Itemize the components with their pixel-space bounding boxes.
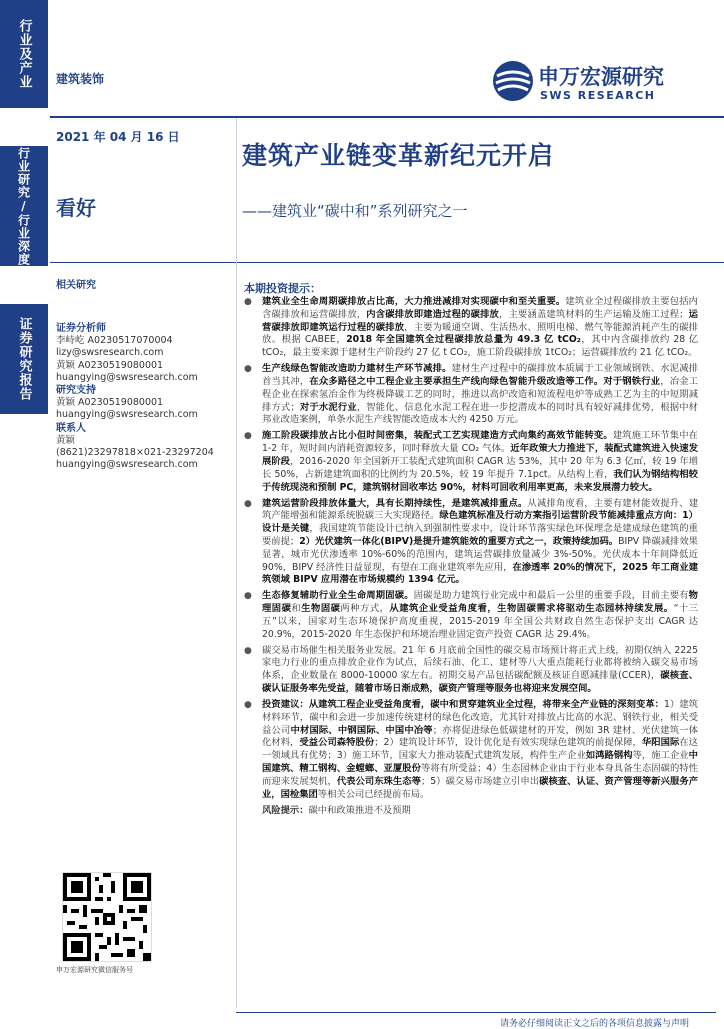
support-line: huangying@swsresearch.com (56, 409, 198, 421)
summary-bullet (242, 498, 698, 588)
bullet-icon: ● (244, 645, 252, 656)
bullet-icon: ● (244, 431, 252, 442)
bullet-icon: ● (244, 591, 252, 602)
risk-text: 碳中和政策推进不及预期 (308, 804, 411, 816)
contact-line: huangying@swsresearch.com (56, 459, 198, 471)
sidebar (0, 0, 50, 1024)
bullet-text: 建筑运营阶段排放体量大，具有长期持续性，是建筑减排重点。从减排角度看，主要有建材能效提升、建筑产能增强和能源系统脱碳三大实现路径。绿色建筑标准及行动方案指引运营阶段节能减排重点方向：1）设计是关键，我国建筑节能设计已纳入到强制性要求中，设计环节落实绿色环保理念是建成绿色建筑的重要前提；2）光伏建筑一体化(BIPV)是提升建筑能效的重要方式之一，政策持续加码。BIPV 降碳减排效果显著，城市光伏渗透率 10%-60%的范围内，建筑运营碳排放量减少 3%-50%。光伏成本十年间降低近 90%，BIPV 经济性日益显现，有望在工商业建筑率先应用，在渗透率 20%的情况下，2025 年工商业建筑领域 BIPV 应用潜在市场规模约 1394 亿元。 (262, 497, 698, 586)
sidebar-report-label: 证券研究报告 (0, 304, 48, 414)
analyst-line: 黄颖 A0230519080001 (56, 359, 164, 371)
logo-icon (492, 60, 534, 102)
column-divider (236, 118, 237, 1008)
summary-bullet (242, 363, 698, 427)
bullet-text: 施工阶段碳排放占比小但时间密集，装配式工艺实现建造方式向集约高效节能转变。建筑施工环节集中在 1-2 年，短时间内消耗资源较多，同时释放大量 CO₂ 气体。近年政策大力推进下，装配式建筑进入快速发展阶段，2016-2020 年全国新开工装配式建筑面积 CAGR 达 53%，其中 20 年为 6.3 亿㎡，较 19 年增长 50%，占新建建筑面积的比例约为 20.5%，较 19 年提升 7.1pct。从结构上看，我们认为钢结构相较于传统现浇和预制 PC，建筑钢材回收率达 90%，材料可回收利用率更高，未来发展潜力较大。 (262, 430, 698, 493)
analyst-info (56, 322, 236, 471)
risk-label: 风险提示： (262, 804, 309, 816)
report-title: 建筑产业链变革新纪元开启 (242, 141, 555, 170)
contact-line: (8621)23297818×021-23297204 (56, 447, 214, 459)
analyst-heading: 证券分析师 (56, 323, 106, 334)
qr-code-icon (63, 873, 151, 961)
summary-heading: 本期投资提示： (244, 282, 321, 295)
summary-bullet (242, 699, 698, 801)
analyst-line: lizy@swsresearch.com (56, 347, 164, 359)
logo-text-en: SWS RESEARCH (540, 89, 656, 102)
summary-bullet (242, 590, 698, 641)
section-rule (50, 262, 724, 263)
sidebar-category: 行业及产业 (0, 0, 48, 108)
bullet-text: 投资建议：从建筑工程企业受益角度看，碳中和贯穿建筑业全过程，将带来全产业链的深刻变革：1）建筑材料环节，碳中和会进一步加速传统建材的绿色化改造，尤其针对排放占比高的水泥、钢铁行业，相关受益公司中材国际、中钢国际、中国中冶等；亦将促进绿色低碳建材的开发，例如 3R 建材、光伏建筑一体化材料，受益公司森特股份；2）建筑设计环节，设计优化是有效实现绿色建筑的前提保障，华阳国际在这一领域具有优势；3）施工环节，国家大力推动装配式建筑发展，构件生产企业如鸿路钢构等，施工企业中国建筑、精工钢构、金螳螂、亚厦股份等将有所受益；4）生态园林企业由于行业本身具备生态固碳的特性而迎来发展契机，代表公司东珠生态等；5）碳交易市场建立引申出碳核查、认证、资产管理等新兴服务产业，国检集团等相关公司已经提前布局。 (262, 699, 698, 800)
header-rule (50, 116, 724, 118)
support-heading: 研究支持 (56, 385, 96, 397)
disclaimer-footer: 请务必仔细阅读正文之后的各项信息披露与声明 (500, 1019, 690, 1029)
company-logo (492, 58, 692, 108)
bullet-icon: ● (244, 700, 252, 711)
risk-note (242, 805, 698, 818)
qr-caption: 申万宏源研究微信服务号 (56, 966, 133, 974)
sidebar-report-type: 行业研究/行业深度 (0, 146, 48, 266)
bullet-icon: ● (244, 364, 252, 375)
summary-bullet (242, 430, 698, 494)
contact-heading: 联系人 (56, 422, 86, 434)
report-subtitle: ——建筑业“碳中和”系列研究之一 (242, 202, 468, 220)
bullet-icon: ● (244, 498, 252, 509)
wechat-qr-code (62, 872, 152, 962)
analyst-line: huangying@swsresearch.com (56, 371, 198, 383)
contact-line: 黄颖 (56, 434, 76, 446)
report-date: 2021 年 04 月 16 日 (56, 130, 180, 144)
bullet-text: 碳交易市场催生相关服务业发展。21 年 6 月底前全国性的碳交易市场预计将正式上线，初期仅纳入 2225 家电力行业的重点排放企业作为试点，后续石油、化工、建材等八大重点能耗行业都将被纳入碳交易市场体系，企业数量在 8000-10000 家左右。初期交易产品包括碳配额及核证自愿减排量(CCER)，碳核查、碳认证服务率先受益，随着市场日渐成熟，碳资产管理等服务也将迎来发展空间。 (262, 644, 698, 695)
industry-label: 建筑装饰 (56, 72, 105, 86)
footer-rule (236, 1012, 716, 1013)
analyst-line: 李峙屹 A0230517070004 (56, 335, 173, 347)
summary-bullet (242, 645, 698, 696)
bullet-text: 建筑业全生命周期碳排放占比高，大力推进减排对实现碳中和至关重要。建筑业全过程碳排放主要包括内含碳排放和运营碳排放，内含碳排放即建造过程的碳排放，主要涵盖建筑材料的生产运输及施工过程；运营碳排放即建筑运行过程的碳排放，主要为暖通空调、生活热水、照明电梯、燃气等能源消耗产生的碳排放。根据 CABEE，2018 年全国建筑全过程碳排放总量为 49.3 亿 tCO₂，其中内含碳排放约 28 亿 tCO₂，最主要来源于建材生产阶段约 27 亿 t CO₂，施工阶段碳排放 1tCO₂；运营碳排放约 21 亿 tCO₂。 (262, 296, 698, 359)
support-line: 黄颖 A0230519080001 (56, 397, 164, 409)
bullet-icon: ● (244, 297, 252, 307)
bullet-text: 生态修复辅助行业全生命周期固碳。固碳是助力建筑行业完成中和最后一公里的重要手段，目前主要有物理固碳和生物固碳两种方式，从建筑企业受益角度看，生物固碳需求将驱动生态园林持续发展。“十三五”以来，国家对生态环境保护高度重视，2015-2019 年全国公共财政自然生态保护支出 CAGR 达 20.9%，2015-2020 年生态保护和环境治理业固定资产投资 CAGR 达 29.4%。 (262, 590, 698, 640)
logo-text-cn: 申万宏源研究 (538, 65, 664, 89)
rating-label: 看好 (56, 196, 96, 220)
summary-bullet (242, 296, 698, 360)
related-research-heading: 相关研究 (56, 280, 96, 291)
bullet-text: 生产线绿色智能改造助力建材生产环节减排。建材生产过程中的碳排放本质属于工业领域钢铁、水泥减排首当其冲，在众多路径之中工程企业主要承担生产线向绿色智能升级改造等工作。对于钢铁行业，冶金工程企业在探索氢冶金作为终极降碳工艺的同时，推进以高炉改造和短流程电炉等成熟工艺为主的中短期减排方式；对于水泥行业，智能化、信息化水泥工程在进一步挖潜成本的同时具有较好减排优势，根据中材邦业改造案例，单条水泥生产线智能改造成本大约 4250 万元。 (262, 363, 698, 426)
investment-summary (242, 296, 698, 817)
